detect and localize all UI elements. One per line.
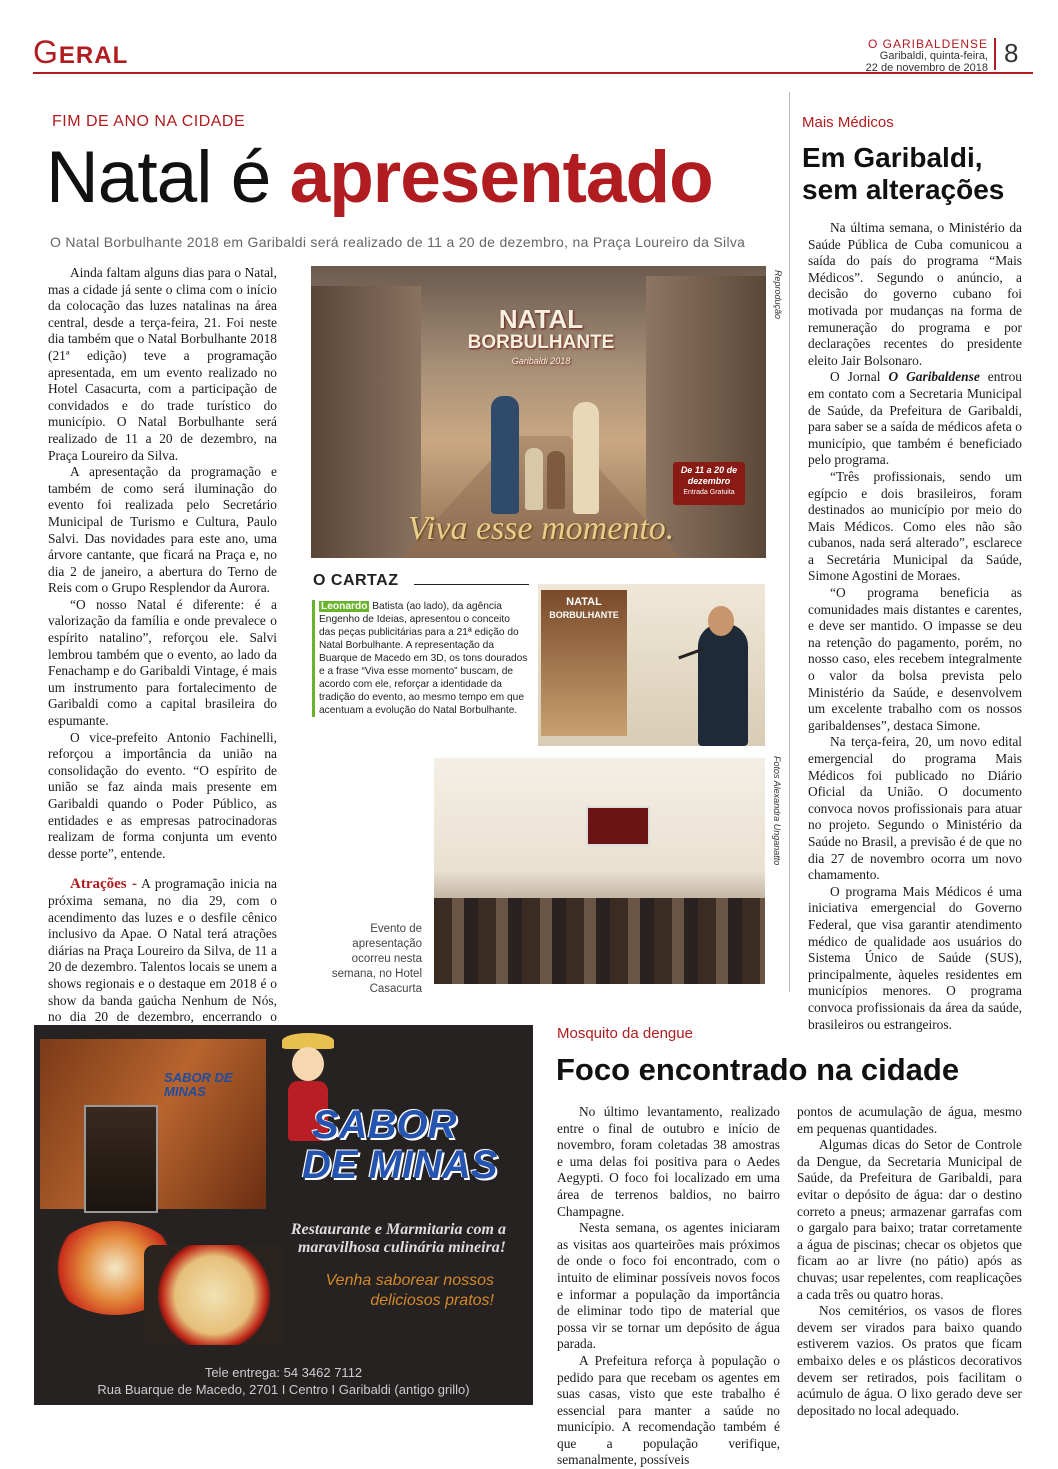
dengue-paragraph: A Prefeitura reforça à população o pedido para que recebam os agentes em suas casas, visto que este trabalho é essencial para manter a saúde no município. A recomendação também é que a população verifique, semanalmente, possíveis xyxy=(557,1352,780,1468)
side-body xyxy=(808,220,1022,1033)
cartaz-text: Batista (ao lado), da agência Engenho de Ideias, apresentou o conceito das peças publicitárias para a 21ª edição do Natal Borbulhante. A representação da Buarque de Macedo em 3D, os tons dourados e a frase “Viva esse momento” buscam, de acordo com ele, reforçar a identidade da tradição do evento, ao mesmo tempo em que acentuam a evolução do Natal Borbulhante. xyxy=(319,601,528,716)
side-p2-before: O Jornal xyxy=(830,369,889,385)
poster-dates: De 11 a 20 de dezembro xyxy=(680,465,738,486)
mascot-face xyxy=(292,1047,324,1081)
event-photo xyxy=(434,758,765,984)
section-rest: ERAL xyxy=(58,42,129,69)
poster-slogan: Viva esse momento. xyxy=(407,510,675,547)
date-line1: Garibaldi, quinta-feira, xyxy=(879,50,988,62)
lead-paragraph: Ainda faltam alguns dias para o Natal, mas a cidade já sente o clima com o início da colocação das luzes natalinas na área central, desde a terça-feira, 21. Foi neste dia também que o Natal Borbulhante 2018 (21ª edição) teve a programação apresentada, em um evento realizado no Hotel Casacurta, com a participação de convidados e do trade turístico do município. O Natal Borbulhante será realizado de 11 a 20 de dezembro, na Praça Loureiro da Silva. xyxy=(48,265,277,463)
speaker-figure xyxy=(698,624,748,746)
lead-title-red: apresentado xyxy=(289,137,713,218)
speaker-photo xyxy=(538,584,765,746)
photo-credit: Fotos Alexandra Unganatto xyxy=(772,756,782,866)
poster-date-badge xyxy=(673,462,745,505)
poster-title xyxy=(461,306,621,366)
lead-body xyxy=(48,265,277,1042)
cartaz-caption xyxy=(312,600,528,717)
column-divider xyxy=(789,92,790,992)
store-door xyxy=(84,1105,158,1213)
attractions-label: Atrações - xyxy=(70,876,137,893)
poster-credit: Reprodução xyxy=(773,270,783,320)
side-paragraph: O programa Mais Médicos é uma iniciativa emergencial do Governo Federal, que visa garantir atendimento médico de qualidade aos usuários do Sistema Único de Saúde (SUS), principalmente, àqueles residentes em municípios menores. O programa convoca profissionais da área da saúde, brasileiros ou estrangeiros. xyxy=(808,883,1022,1032)
paper-name: O GARIBALDENSE xyxy=(867,37,988,51)
advertisement xyxy=(34,1025,533,1405)
side-p2-em: O Garibaldense xyxy=(888,369,980,385)
audience xyxy=(434,898,765,984)
poster-title-line1: NATAL xyxy=(498,304,584,334)
side-paragraph: Na última semana, o Ministério da Saúde Pública de Cuba comunicou a saída do país do programa “Mais Médicos”. Segundo o anúncio, a decisão do governo cubano foi motivada por mudanças na forma de remuneração do programa e por declarações recentes do presidente eleito Jair Bolsonaro. xyxy=(808,220,1022,368)
attractions-paragraph xyxy=(48,876,277,1042)
cartaz-rule xyxy=(414,584,529,585)
ad-invite: Venha saborear nossos deliciosos pratos! xyxy=(325,1272,494,1309)
side-paragraph: “Três profissionais, sendo um egípcio e dois brasileiros, foram destinados ao município por meio do Mais Médicos. Como eles não são cubanos, nada será alterado”, esclarece a Secretária Municipal da Saúde, Simone Agostini de Moraes. xyxy=(808,468,1022,584)
ad-phone: Tele entrega: 54 3462 7112 xyxy=(204,1365,363,1380)
side-title: Em Garibaldi, sem alterações xyxy=(802,142,1005,205)
ad-address: Rua Buarque de Macedo, 2701 I Centro I Garibaldi (antigo grillo) xyxy=(97,1382,470,1397)
lead-kicker: FIM DE ANO NA CIDADE xyxy=(52,113,246,130)
event-caption: Evento de apresentação ocorreu nesta semana, no Hotel Casacurta xyxy=(331,923,422,995)
dengue-col1 xyxy=(557,1104,780,1469)
lead-paragraph: “O nosso Natal é diferente: é a valorização da família e onde prevalece o espírito natalino”, reforçou ele. Salvi lembrou também que o evento, ao lado da Fenachamp e do Garibaldi Vintage, é mais um instrumento para fortalecimento de Garibaldi como a capital brasileira do espumante. xyxy=(48,596,277,729)
side-kicker: Mais Médicos xyxy=(802,114,894,131)
poster-title-line2: BORBULHANTE xyxy=(467,332,615,353)
poster-tag: Garibaldi 2018 xyxy=(511,356,571,366)
brand-logo xyxy=(302,1105,522,1185)
stand-line1: NATAL xyxy=(566,596,602,608)
dengue-kicker: Mosquito da dengue xyxy=(557,1025,693,1042)
lead-subtitle: O Natal Borbulhante 2018 em Garibaldi será realizado de 11 a 20 de dezembro, na Praça Loureiro da Silva xyxy=(50,234,746,250)
storefront-sign: SABOR DE MINAS xyxy=(164,1070,233,1099)
side-p2-after: entrou em contato com a Secretaria Municipal de Saúde, da Prefeitura de Garibaldi, para saber se a saída de médicos afeta o município, que também é beneficiado pelo programa. xyxy=(808,369,1023,468)
brand-line1: SABOR xyxy=(312,1103,457,1147)
dengue-paragraph: Nos cemitérios, os vasos de flores devem ser virados para baixo quando estiverem vazios. Os pratos que ficam embaixo deles e os plásticos decorativos devem ser retirados, pois facilitam o acúmulo de água. O lixo gerado deve ser depositado no local adequado. xyxy=(797,1303,1022,1418)
section-title xyxy=(33,34,128,71)
header-separator xyxy=(994,38,996,70)
brand-line2: DE MINAS xyxy=(302,1143,498,1187)
masthead-info xyxy=(866,38,988,74)
dengue-col2 xyxy=(797,1104,1022,1419)
projection-screen xyxy=(586,806,650,846)
man-figure xyxy=(491,396,519,514)
side-paragraph: “O programa beneficia as comunidades mais distantes e carentes, e deve ser mantido. O impasse se deu na retenção do pagamento, porém, no nosso caso, eles recebem integralmente o valor da bolsa prevista pelo Ministério da Saúde, e desenvolvem um excelente trabalho com os nossos garibaldenses”, destaca Simone. xyxy=(808,585,1022,733)
section-initial: G xyxy=(33,34,59,70)
date-line2: 22 de novembro de 2018 xyxy=(865,62,988,74)
lead-title xyxy=(46,136,713,220)
boy-figure xyxy=(547,451,565,509)
ad-tagline: Restaurante e Marmitaria com a maravilhosa culinária mineira! xyxy=(290,1221,506,1256)
side-paragraph xyxy=(808,369,1022,469)
poster-entry: Entrada Gratuita xyxy=(683,489,735,496)
page-number: 8 xyxy=(1004,38,1019,68)
poster-image xyxy=(311,266,766,558)
side-paragraph: Na terça-feira, 20, um novo edital emergencial do programa Mais Médicos foi publicado no Diário Oficial da União. O documento convoca novos profissionais para atuar no projeto. Segundo o Ministério da Saúde no Brasil, a previsão é de que no dia 27 de novembro ocorra um novo chamamento. xyxy=(808,734,1022,883)
cartaz-label: O CARTAZ xyxy=(313,572,399,589)
woman-figure xyxy=(573,402,599,514)
lead-paragraph: O vice-prefeito Antonio Fachinelli, reforçou a importância da união na consolidação do evento. “O espírito de união se faz ainda mais presente em Garibaldi quando o Poder Público, as entidades e as empresas patrocinadoras realizam de forma conjunta um evento desse porte”, entende. xyxy=(48,729,277,861)
family-figures xyxy=(491,396,601,516)
dengue-paragraph: pontos de acumulação de água, mesmo em pequenas quantidades. xyxy=(797,1104,1022,1136)
dengue-paragraph: Algumas dicas do Setor de Controle da Dengue, da Secretaria Municipal de Saúde, da Prefeitura de Garibaldi, para evitar o depósito de água: dar o destino correto a pneus; armazenar garrafas com o gargalo para baixo; tratar corretamente a água de piscinas; checar os objetos que ficam ao ar livre (no pátio) após as chuvas; usar repelentes, com reaplicações a cada três ou quatro horas. xyxy=(797,1137,1022,1302)
dengue-paragraph: Nesta semana, os agentes iniciaram as visitas aos quarteirões mais próximos de onde o foco foi encontrado, com o intuito de eliminar possíveis novos focos e informar a população da importância de eliminar todo tipo de material que possa vir se tornar um depósito de água parada. xyxy=(557,1220,780,1352)
food-plate-2 xyxy=(144,1245,284,1345)
girl-figure xyxy=(525,448,543,510)
speaker-head xyxy=(708,606,734,636)
lead-paragraph: A apresentação da programação e também de como será iluminação do evento foi realizada pelo Secretário Municipal de Turismo e Cultura, Paulo Salvi. Das novidades para este ano, uma árvore cantante, que ficará na Praça e, no dia 2 de janeiro, a abertura do Terno de Reis com o Grupo Resplendor da Aurora. xyxy=(48,464,277,596)
poster-stand-title xyxy=(541,596,627,622)
cartaz-name: Leonardo xyxy=(321,601,368,612)
dengue-paragraph: No último levantamento, realizado entre o final de outubro e início de novembro, foram coletadas 38 amostras e uma delas foi positiva para o Aedes Aegypti. O foco foi localizado em uma área de terrenos baldios, no bairro Champagne. xyxy=(557,1104,780,1219)
attractions-text: A programação inicia na próxima semana, no dia 29, com o acendimento das luzes e o desfile cênico inclusivo da Apae. O Natal terá atrações diárias na Praça Loureiro da Silva, de 11 a 20 de dezembro. Talentos locais se unem a shows regionais e o destaque em 2018 é o show da banda gaúcha Nenhum de Nós, no dia 20 de dezembro, encerrando o xyxy=(48,876,277,1025)
lead-title-plain: Natal é xyxy=(46,137,290,218)
dengue-title: Foco encontrado na cidade xyxy=(556,1052,960,1087)
stand-line2: BORBULHANTE xyxy=(549,610,619,620)
